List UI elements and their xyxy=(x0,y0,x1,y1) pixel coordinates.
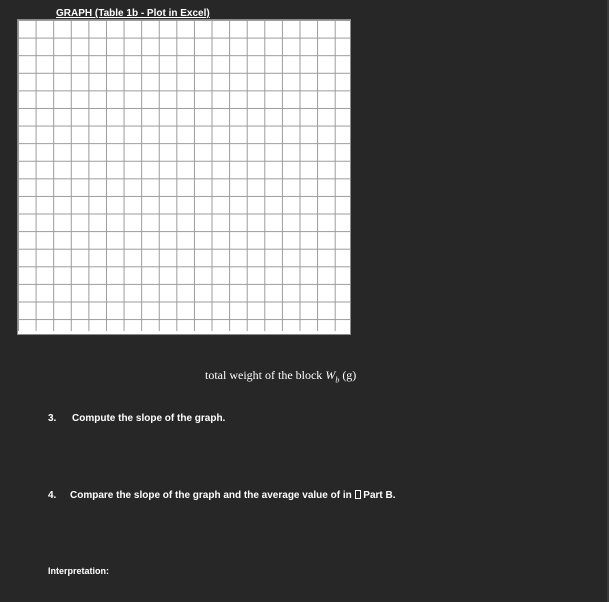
x-label-variable: W xyxy=(325,368,336,382)
graph-title: GRAPH (Table 1b - Plot in Excel) xyxy=(56,8,210,19)
graph-paper-bottom-strip xyxy=(17,331,351,335)
x-label-unit: (g) xyxy=(339,368,357,382)
interpretation-label: Interpretation: xyxy=(48,566,110,576)
question-3-text: Compute the slope of the graph. xyxy=(72,413,226,424)
question-3 xyxy=(48,413,225,424)
question-4-text-before: Compare the slope of the graph and the average value of in xyxy=(70,490,355,501)
graph-paper-grid xyxy=(17,19,351,335)
question-4-text-after: Part B. xyxy=(360,490,396,501)
question-4 xyxy=(48,490,396,501)
graph-x-axis-label xyxy=(205,368,356,384)
question-3-number: 3. xyxy=(48,413,57,424)
question-4-number: 4. xyxy=(48,490,57,501)
x-label-prefix: total weight of the block xyxy=(205,368,326,382)
x-label-subscript: b xyxy=(335,375,340,385)
